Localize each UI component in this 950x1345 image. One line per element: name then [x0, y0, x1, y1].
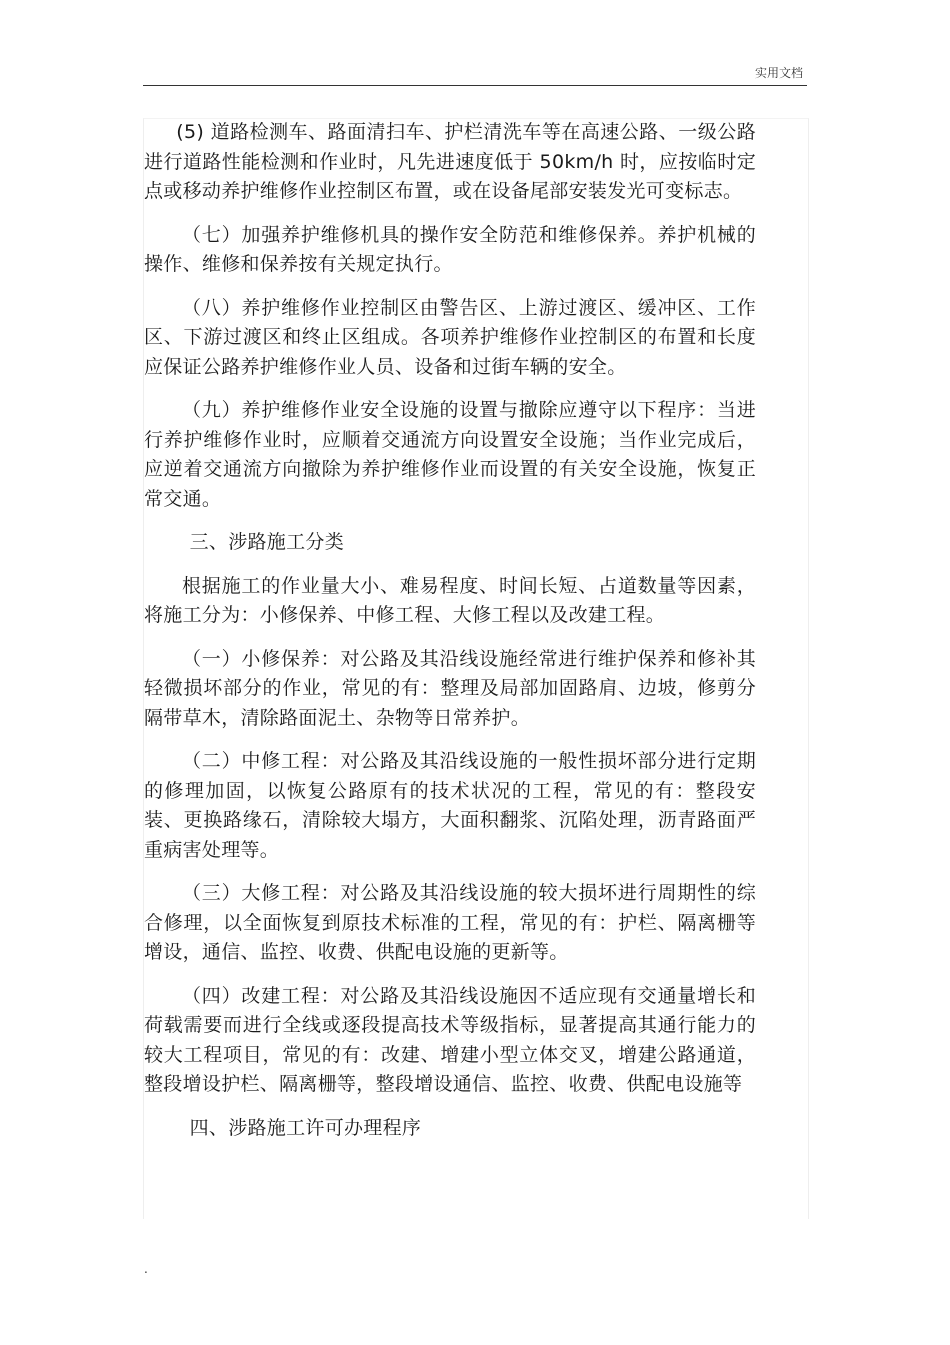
section-3-item-minor-maintenance: （一）小修保养：对公路及其沿线设施经常进行维护保养和修补其轻微损坏部分的作业，常见的有：整理及局部加固路肩、边坡，修剪分隔带草木，清除路面泥土、杂物等日常养护。: [144, 647, 756, 729]
section-3-heading: 三、涉路施工分类: [189, 531, 344, 553]
section-3-item-major-repair: （三）大修工程：对公路及其沿线设施的较大损坏进行周期性的综合修理，以全面恢复到原技术标准的工程，常见的有：护栏、隔离栅等增设，通信、监控、收费、供配电设施的更新等。: [144, 882, 756, 963]
footer-mark: .: [144, 1262, 148, 1276]
section-3-item-reconstruction: （四）改建工程：对公路及其沿线设施因不适应现有交通量增长和荷载需要而进行全线或逐段提高技术等级指标，显著提高其通行能力的较大工程项目，常见的有：改建、增建小型立体交叉，增建公路通道，整段增设护栏、隔离栅等，整段增设通信、监控、收费、供配电设施等: [144, 984, 756, 1095]
section-3-item-medium-repair: （二）中修工程：对公路及其沿线设施的一般性损坏部分进行定期的修理加固，以恢复公路原有的技术状况的工程，常见的有：整段安装、更换路缘石，清除较大塌方，大面积翻浆、沉陷处理，沥青路面严重病害处理等。: [144, 750, 756, 861]
paragraph-9-facility-procedure: （九）养护维修作业安全设施的设置与撤除应遵守以下程序：当进行养护维修作业时，应顺着交通流方向设置安全设施；当作业完成后，应逆着交通流方向撤除为养护维修作业而设置的有关安全设施，恢复正常交通。: [144, 399, 756, 510]
section-4-heading: 四、涉路施工许可办理程序: [189, 1116, 422, 1139]
section-3-intro: 根据施工的作业量大小、难易程度、时间长短、占道数量等因素，将施工分为：小修保养、中修工程、大修工程以及改建工程。: [144, 574, 756, 626]
document-header-label: 实用文档: [754, 66, 803, 80]
header-divider: [143, 85, 807, 86]
paragraph-8-control-zone: （八）养护维修作业控制区由警告区、上游过渡区、缓冲区、工作区、下游过渡区和终止区组成。各项养护维修作业控制区的布置和长度应保证公路养护维修作业人员、设备和过街车辆的安全。: [144, 296, 756, 378]
paragraph-5-inspection-vehicles: (5) 道路检测车、路面清扫车、护栏清洗车等在高速公路、一级公路进行道路性能检测和作业时，凡先进速度低于 50km/h 时，应按临时定点或移动养护维修作业控制区布置，或在设备尾部安装发光可变标志。: [144, 121, 756, 202]
document-body: [144, 118, 756, 1157]
paragraph-7-machinery-safety: （七）加强养护维修机具的操作安全防范和维修保养。养护机械的操作、维修和保养按有关规定执行。: [144, 223, 756, 275]
